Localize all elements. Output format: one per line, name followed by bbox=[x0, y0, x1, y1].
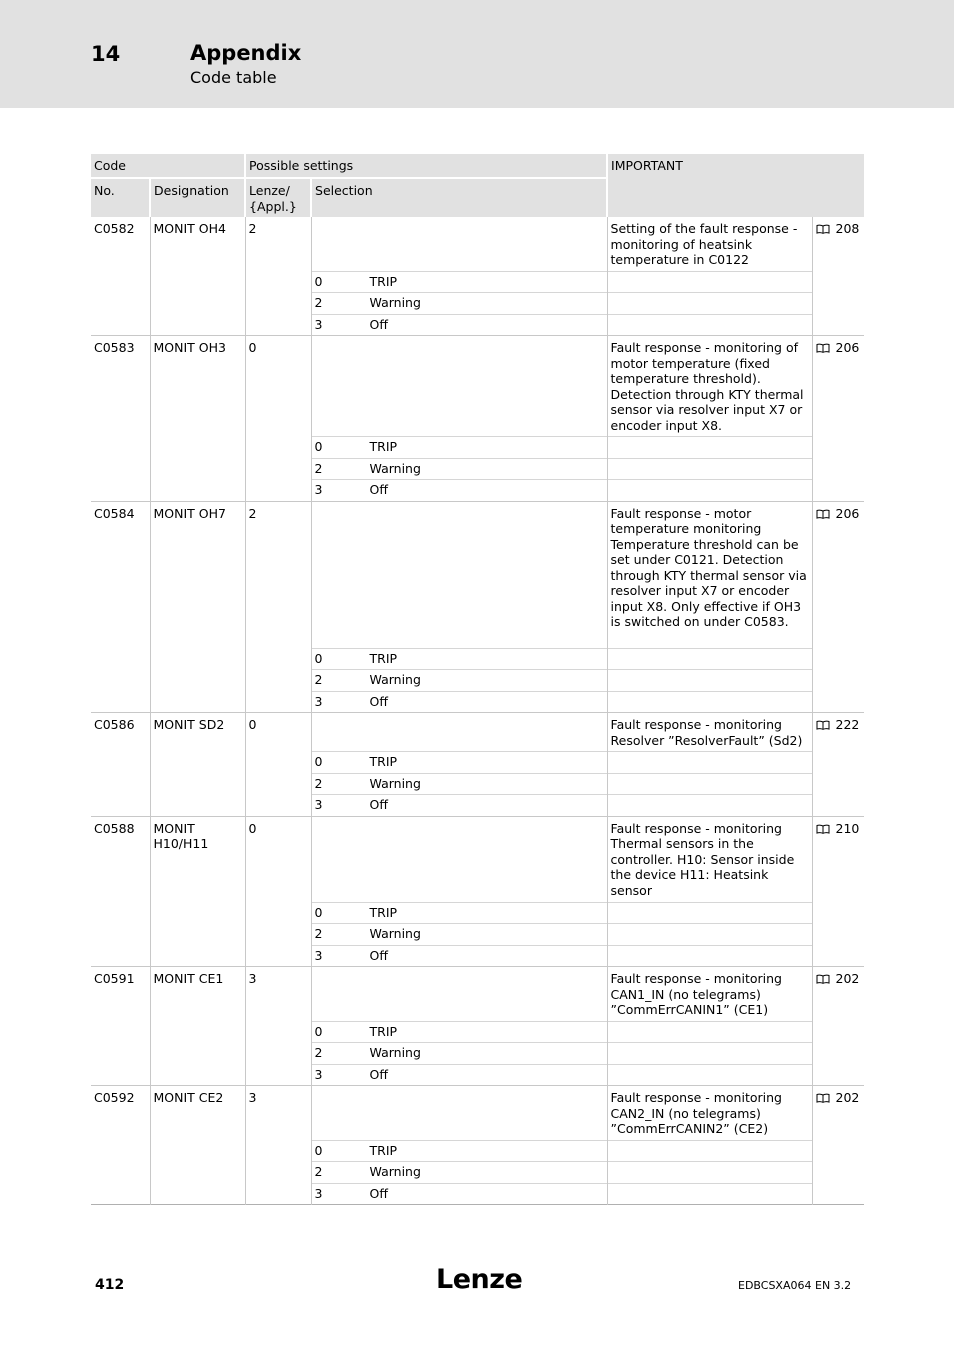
code-designation: MONIT OH3 bbox=[150, 336, 245, 502]
selection-option bbox=[311, 293, 607, 315]
option-label: Off bbox=[369, 1066, 388, 1082]
code-number: C0588 bbox=[94, 820, 135, 836]
selection-option bbox=[311, 1140, 607, 1162]
page-reference bbox=[812, 816, 864, 967]
reference-page: 206 bbox=[835, 505, 860, 521]
page-reference bbox=[812, 713, 864, 817]
option-label: TRIP bbox=[369, 754, 398, 769]
code-number: C0583 bbox=[94, 340, 135, 355]
code-designation: MONIT H10/H11 bbox=[150, 816, 245, 967]
option-note bbox=[607, 458, 812, 480]
code-designation: MONIT CE1 bbox=[150, 967, 245, 1086]
option-label: Warning bbox=[369, 1164, 421, 1179]
selection-cell bbox=[311, 713, 607, 752]
page-reference bbox=[812, 217, 864, 336]
selection-option bbox=[311, 752, 607, 774]
selection-option bbox=[311, 902, 607, 924]
reference-page: 210 bbox=[835, 820, 860, 836]
lenze-default: 3 bbox=[245, 1086, 311, 1205]
option-label: Warning bbox=[369, 775, 421, 791]
selection-option bbox=[311, 795, 607, 817]
option-value: 2 bbox=[314, 775, 323, 791]
lenze-default: 3 bbox=[245, 967, 311, 1086]
selection-option bbox=[311, 773, 607, 795]
option-note bbox=[607, 314, 812, 336]
lenze-default: 0 bbox=[245, 713, 311, 817]
option-note bbox=[607, 437, 812, 459]
option-label: Off bbox=[369, 316, 388, 332]
option-value: 3 bbox=[314, 1066, 323, 1082]
option-label: TRIP bbox=[369, 904, 398, 920]
option-value: 3 bbox=[314, 316, 323, 332]
chapter-title: Appendix bbox=[190, 41, 302, 65]
option-label: Off bbox=[369, 797, 388, 812]
option-value: 3 bbox=[314, 693, 323, 709]
page-reference bbox=[812, 1086, 864, 1205]
option-label: Warning bbox=[369, 460, 421, 476]
code-designation: MONIT CE2 bbox=[150, 1086, 245, 1205]
header-lenze-appl: Lenze/ {Appl.} bbox=[245, 178, 311, 217]
book-icon bbox=[816, 974, 830, 984]
selection-cell bbox=[311, 336, 607, 437]
option-label: Off bbox=[369, 947, 388, 963]
important-text: Fault response - monitoring CAN1_IN (no telegrams) ”CommErrCANIN1” (CE1) bbox=[607, 967, 812, 1022]
code-designation: MONIT OH7 bbox=[150, 501, 245, 713]
selection-cell bbox=[311, 816, 607, 902]
document-id: EDBCSXA064 EN 3.2 bbox=[738, 1279, 852, 1292]
lenze-default: 2 bbox=[245, 217, 311, 336]
lenze-default: 0 bbox=[245, 336, 311, 502]
option-label: Off bbox=[369, 693, 388, 709]
option-value: 3 bbox=[314, 947, 323, 963]
page-reference bbox=[812, 501, 864, 713]
option-note bbox=[607, 902, 812, 924]
header-important: IMPORTANT bbox=[607, 154, 864, 217]
option-note bbox=[607, 795, 812, 817]
option-value: 2 bbox=[314, 672, 323, 687]
header-selection: Selection bbox=[311, 178, 607, 217]
selection-option bbox=[311, 1183, 607, 1205]
section-title: Code table bbox=[190, 68, 277, 87]
option-note bbox=[607, 1064, 812, 1086]
option-note bbox=[607, 691, 812, 713]
option-note bbox=[607, 1043, 812, 1065]
code-entry bbox=[91, 967, 864, 1086]
chapter-number: 14 bbox=[91, 42, 121, 66]
selection-option bbox=[311, 1162, 607, 1184]
option-label: TRIP bbox=[369, 1142, 398, 1158]
selection-option bbox=[311, 670, 607, 692]
code-entry bbox=[91, 217, 864, 336]
option-label: TRIP bbox=[369, 439, 398, 454]
header-possible-settings: Possible settings bbox=[245, 154, 607, 178]
selection-option bbox=[311, 1021, 607, 1043]
selection-option bbox=[311, 314, 607, 336]
option-label: Off bbox=[369, 482, 388, 497]
option-note bbox=[607, 924, 812, 946]
important-text: Fault response - monitoring Resolver ”ResolverFault” (Sd2) bbox=[607, 713, 812, 752]
page-reference bbox=[812, 967, 864, 1086]
code-designation: MONIT SD2 bbox=[150, 713, 245, 817]
option-value: 2 bbox=[314, 1164, 323, 1179]
option-label: TRIP bbox=[369, 273, 398, 289]
selection-cell bbox=[311, 1086, 607, 1141]
option-label: Warning bbox=[369, 672, 421, 687]
option-value: 0 bbox=[314, 1023, 323, 1039]
selection-option bbox=[311, 924, 607, 946]
lenze-logo: Lenze bbox=[436, 1264, 523, 1295]
selection-option bbox=[311, 480, 607, 502]
book-icon bbox=[816, 343, 830, 353]
option-note bbox=[607, 293, 812, 315]
option-label: TRIP bbox=[369, 1023, 398, 1039]
selection-option bbox=[311, 1043, 607, 1065]
option-value: 3 bbox=[314, 797, 323, 812]
book-icon bbox=[816, 1093, 830, 1103]
lenze-default: 0 bbox=[245, 816, 311, 967]
option-value: 2 bbox=[314, 1045, 323, 1060]
code-number: C0586 bbox=[94, 717, 135, 732]
code-number: C0591 bbox=[94, 971, 135, 986]
reference-page: 202 bbox=[835, 971, 860, 986]
code-table bbox=[91, 154, 864, 1205]
selection-option bbox=[311, 437, 607, 459]
header-code: Code bbox=[91, 154, 245, 178]
selection-cell bbox=[311, 501, 607, 648]
selection-option bbox=[311, 1064, 607, 1086]
selection-option bbox=[311, 691, 607, 713]
option-note bbox=[607, 752, 812, 774]
header-designation: Designation bbox=[150, 178, 245, 217]
option-value: 0 bbox=[314, 650, 323, 666]
option-label: TRIP bbox=[369, 650, 398, 666]
selection-option bbox=[311, 945, 607, 967]
book-icon bbox=[816, 224, 830, 234]
selection-cell bbox=[311, 967, 607, 1022]
code-entry bbox=[91, 501, 864, 713]
reference-page: 202 bbox=[835, 1090, 860, 1105]
code-entry bbox=[91, 816, 864, 967]
option-note bbox=[607, 1021, 812, 1043]
header-no: No. bbox=[91, 178, 150, 217]
option-label: Warning bbox=[369, 295, 421, 310]
important-text: Fault response - monitoring of motor temperature (fixed temperature threshold). Detection through KTY thermal sensor via resolver input X7 or encoder input X8. bbox=[607, 336, 812, 437]
option-value: 0 bbox=[314, 439, 323, 454]
option-note bbox=[607, 648, 812, 670]
code-number: C0584 bbox=[94, 505, 135, 521]
important-text: Fault response - monitoring CAN2_IN (no telegrams) ”CommErrCANIN2” (CE2) bbox=[607, 1086, 812, 1141]
option-note bbox=[607, 670, 812, 692]
selection-option bbox=[311, 458, 607, 480]
selection-cell bbox=[311, 217, 607, 271]
option-value: 0 bbox=[314, 904, 323, 920]
code-designation: MONIT OH4 bbox=[150, 217, 245, 336]
option-note bbox=[607, 773, 812, 795]
option-note bbox=[607, 271, 812, 293]
book-icon bbox=[816, 509, 830, 519]
page-number: 412 bbox=[95, 1277, 125, 1293]
option-note bbox=[607, 1162, 812, 1184]
code-entry bbox=[91, 1086, 864, 1205]
important-text: Fault response - motor temperature monitoring Temperature threshold can be set under C0121. Detection through KTY thermal sensor via resolver input X7 or encoder input X8. Only effective if OH3 is switched on under C0583. bbox=[607, 501, 812, 648]
option-value: 0 bbox=[314, 1142, 323, 1158]
option-note bbox=[607, 1140, 812, 1162]
code-entry bbox=[91, 713, 864, 817]
reference-page: 206 bbox=[835, 340, 860, 355]
selection-option bbox=[311, 648, 607, 670]
option-label: Warning bbox=[369, 926, 421, 941]
lenze-default: 2 bbox=[245, 501, 311, 713]
important-text: Fault response - monitoring Thermal sensors in the controller. H10: Sensor inside the device H11: Heatsink sensor bbox=[607, 816, 812, 902]
option-value: 3 bbox=[314, 1185, 323, 1201]
option-value: 2 bbox=[314, 460, 323, 476]
code-number: C0592 bbox=[94, 1090, 135, 1105]
reference-page: 208 bbox=[835, 221, 860, 236]
book-icon bbox=[816, 720, 830, 730]
important-text: Setting of the fault response - monitoring of heatsink temperature in C0122 bbox=[607, 217, 812, 271]
page-reference bbox=[812, 336, 864, 502]
reference-page: 222 bbox=[835, 717, 860, 732]
book-icon bbox=[816, 824, 830, 834]
option-label: Off bbox=[369, 1185, 388, 1201]
selection-option bbox=[311, 271, 607, 293]
option-value: 2 bbox=[314, 926, 323, 941]
header-band bbox=[0, 0, 954, 108]
option-note bbox=[607, 945, 812, 967]
option-note bbox=[607, 480, 812, 502]
option-value: 0 bbox=[314, 754, 323, 769]
code-number: C0582 bbox=[94, 221, 135, 236]
option-value: 3 bbox=[314, 482, 323, 497]
option-label: Warning bbox=[369, 1045, 421, 1060]
option-value: 2 bbox=[314, 295, 323, 310]
code-entry bbox=[91, 336, 864, 502]
option-note bbox=[607, 1183, 812, 1205]
option-value: 0 bbox=[314, 273, 323, 289]
